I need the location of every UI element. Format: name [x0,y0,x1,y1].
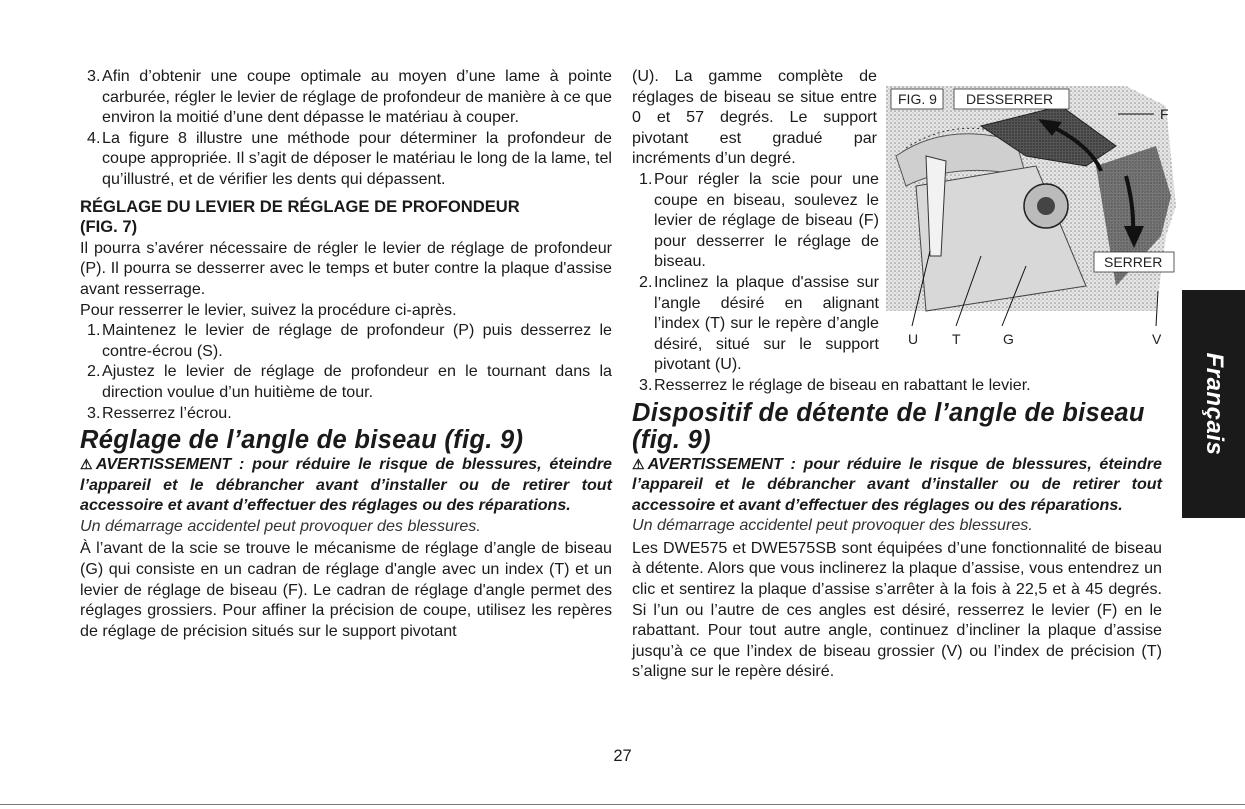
step-number: 2. [639,272,653,291]
step-number: 3. [639,375,653,394]
step-text: Ajustez le levier de réglage de profondeur en le tournant dans la direction voulue d’un huitième de tour. [102,362,612,401]
warning-block [632,454,1162,516]
callout-t: T [952,331,961,347]
paragraph: (U). La gamme complète de réglages de biseau se situe entre 0 et 57 degrés. Le support pivotant est gradué par incréments d’un degré. [632,67,877,168]
list-item [632,375,1162,396]
step-text: Resserrez l’écrou. [102,403,232,422]
paragraph: Pour resserrer le levier, suivez la procédure ci-après. [80,300,457,319]
callout-v: V [1152,331,1162,347]
warning-icon: ⚠ [632,455,648,472]
heading-line: RÉGLAGE DU LEVIER DE RÉGLAGE DE PROFONDEUR [80,196,520,216]
step-number: 4. [87,128,101,147]
step-number: 3. [87,403,101,422]
bevel-angle-heading: Réglage de l’angle de biseau (fig. 9) [80,426,524,455]
depth-lever-heading [80,197,612,238]
tighten-label: SERRER [1104,254,1163,270]
loosen-label: DESSERRER [966,91,1054,107]
warning-note: Un démarrage accidentel peut provoquer des blessures. [80,516,481,535]
steps-list-top [80,66,612,190]
step-number: 2. [87,362,101,381]
step-number: 1. [639,169,653,188]
bevel-steps-list-cont [632,375,1162,396]
list-item [80,361,612,402]
warning-text: AVERTISSEMENT : pour réduire le risque de blessures, éteindre l’appareil et le débrancher avant d’installer ou de retirer tout accessoire et avant d’effectuer des réglages ou des réparations. [632,454,1162,514]
warning-block [80,454,612,516]
step-number: 3. [87,67,101,85]
step-text: Maintenez le levier de réglage de profondeur (P) puis desserrez le contre-écrou (S). [102,321,612,360]
step-text: Pour régler la scie pour une coupe en biseau, soulevez le levier de réglage de biseau (F) pour desserrer le réglage de biseau. [654,169,879,271]
left-column [80,66,612,641]
list-item [80,403,612,424]
list-item [632,169,879,272]
language-tab [1182,290,1245,518]
step-text: Resserrez le réglage de biseau en rabattant le levier. [654,375,1031,394]
callout-u: U [908,331,919,347]
paragraph: Il pourra s’avérer nécessaire de régler le levier de réglage de profondeur (P). Il pourra se desserrer avec le temps et buter contre la plaque d'assise avant resserrage. [80,238,612,298]
step-text: La figure 8 illustre une méthode pour déterminer la profondeur de coupe appropriée. Il s’agit de déposer le matériau le long de la lame, tel qu’illustré, et de vérifier les dents qui dépassent. [102,128,612,188]
list-item [80,128,612,190]
warning-text: AVERTISSEMENT : pour réduire le risque de blessures, éteindre l’appareil et le débrancher avant d’installer ou de retirer tout accessoire et avant d’effectuer des réglages ou des réparations. [80,455,613,515]
fig-label: FIG. 9 [898,91,937,107]
warning-icon: ⚠ [80,456,96,473]
language-tab-label: Français [1200,352,1228,456]
step-text: Afin d’obtenir une coupe optimale au moyen d’une lame à pointe carburée, régler le levier de réglage de profondeur de manière à ce que environ la moitié d’une dent dépasse le matériau à couper. [102,67,612,127]
list-item [632,272,879,375]
paragraph: À l’avant de la scie se trouve le mécanisme de réglage d’angle de biseau (G) qui consiste en un cadran de réglage d'angle avec un index (T) et un levier de réglage de biseau (F). Le cadran de réglage d'angle permet des réglages grossiers. Pour affiner la précision de coupe, utilisez les repères de réglage de précision situés sur le support pivotant [80,539,612,640]
step-text: Inclinez la plaque d'assise sur l’angle désiré en alignant l’index (T) sur le repère d’angle désiré, situé sur le support pivotant (U). [654,272,879,374]
bevel-mechanism-illustration [886,86,1176,356]
figure-9 [886,86,1176,356]
list-item [80,66,612,128]
callout-f: F [1160,106,1169,122]
list-item [80,320,612,361]
bevel-detent-heading: Dispositif de détente de l’angle de biseau (fig. 9) [632,398,1145,454]
heading-line: (FIG. 7) [80,217,138,237]
step-number: 1. [87,321,101,340]
warning-note: Un démarrage accidentel peut provoquer des blessures. [632,516,1033,535]
pivot-bolt [1037,197,1055,215]
depth-steps-list [80,320,612,423]
bottom-divider [0,804,1245,805]
page-number: 27 [613,747,632,765]
paragraph: Les DWE575 et DWE575SB sont équipées d’une fonctionnalité de biseau à détente. Alors que vous inclinerez la plaque d’assise, vous entendrez un clic et sentirez la plaque d’assise s’arrêter à la fois à 22,5 et à 45 degrés. Si l’un ou l’autre de ces angles est désiré, resserrez le levier (F) en le rabattant. Pour tout autre angle, continuez d’incliner la plaque d’assise jusqu’à ce que l’index de biseau grossier (V) ou l’index de précision (T) s’aligne sur le repère désiré. [632,538,1162,681]
callout-g: G [1003,331,1014,347]
